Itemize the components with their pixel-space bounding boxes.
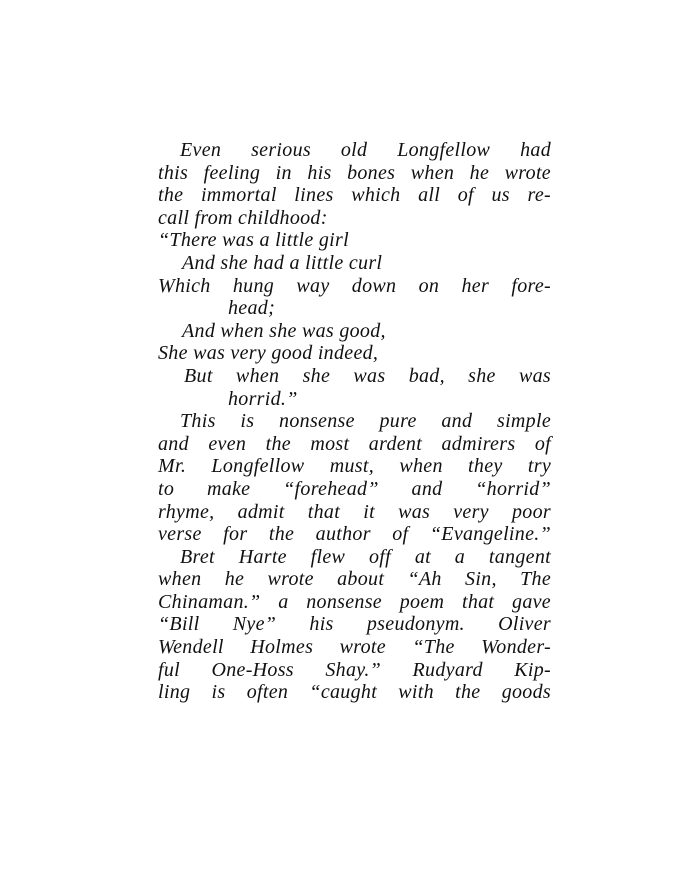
text-line: “Bill Nye” his pseudonym. Oliver xyxy=(158,613,551,636)
text-line: Wendell Holmes wrote “The Wonder- xyxy=(158,636,551,659)
text-line: Bret Harte flew off at a tangent xyxy=(180,545,551,568)
text-line: to make “forehead” and “horrid” xyxy=(158,477,551,500)
text-line: This is nonsense pure and simple xyxy=(180,410,551,433)
text-line: when he wrote about “Ah Sin, The xyxy=(158,568,551,591)
text-line: and even the most ardent admirers of xyxy=(158,432,551,455)
text-line: call from childhood: xyxy=(158,206,328,229)
text-line: verse for the author of “Evangeline.” xyxy=(158,523,551,546)
text-line: Chinaman.” a nonsense poem that gave xyxy=(158,590,551,613)
text-line: Even serious old Longfellow had xyxy=(180,139,551,161)
verse-line: Which hung way down on her fore- xyxy=(158,274,551,297)
text-line: rhyme, admit that it was very poor xyxy=(158,500,551,523)
verse-line: And she had a little curl xyxy=(182,251,383,274)
verse-line: head; xyxy=(228,297,276,320)
text-line: ful One-Hoss Shay.” Rudyard Kip- xyxy=(158,658,551,681)
verse-line: She was very good indeed, xyxy=(158,342,379,365)
verse-line: But when she was bad, she was xyxy=(184,364,551,387)
text-line: this feeling in his bones when he wrote xyxy=(158,161,551,184)
verse-line: And when she was good, xyxy=(182,319,386,342)
verse-line: horrid.” xyxy=(228,387,298,410)
text-line: the immortal lines which all of us re- xyxy=(158,184,551,207)
body-text xyxy=(158,139,551,704)
text-line: Mr. Longfellow must, when they try xyxy=(158,455,551,478)
verse-line: “There was a little girl xyxy=(158,229,349,252)
text-line: ling is often “caught with the goods xyxy=(158,681,551,704)
